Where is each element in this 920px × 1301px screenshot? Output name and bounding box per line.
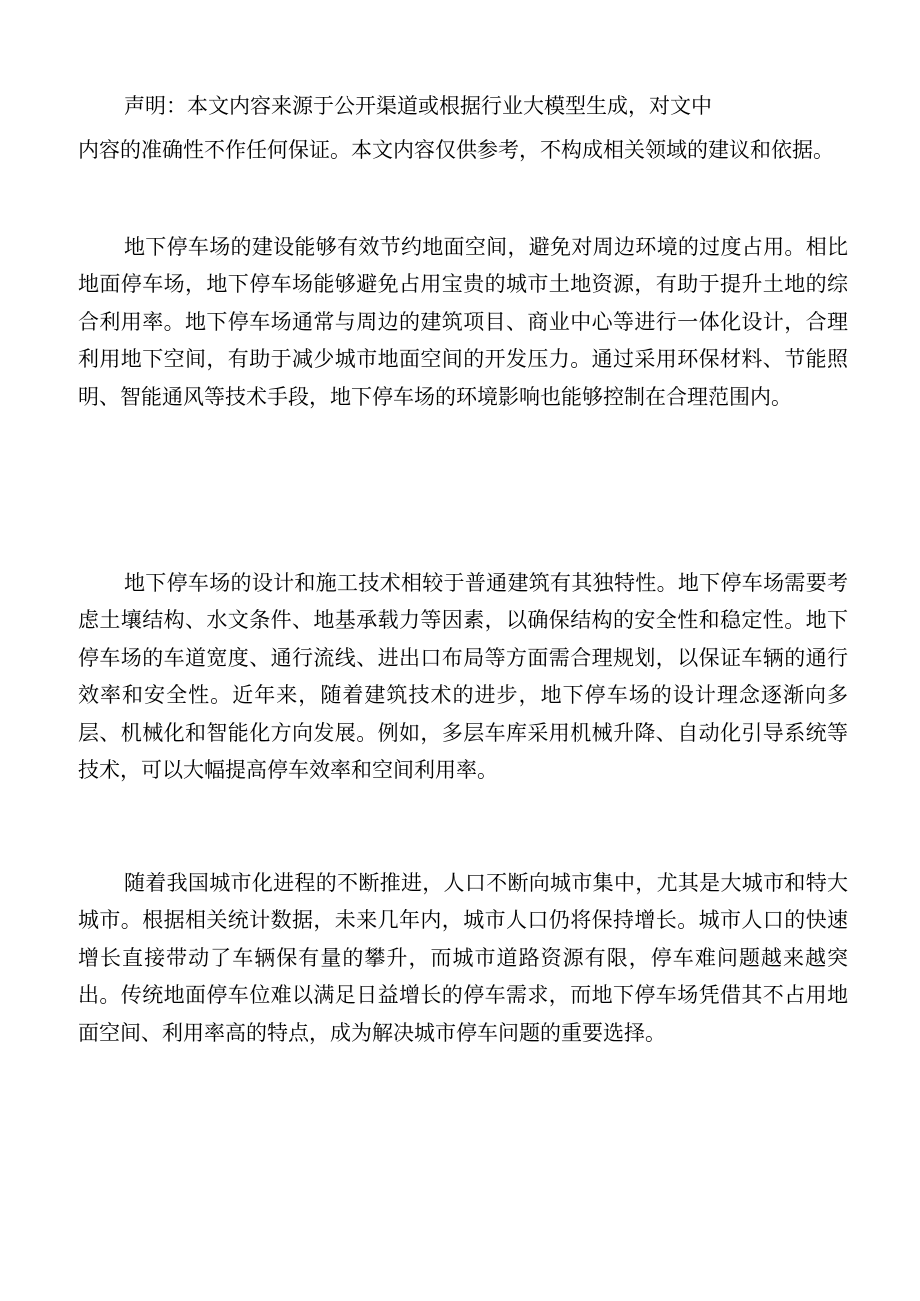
disclaimer <box>78 88 848 164</box>
disclaimer-line-2: 内容的准确性不作任何保证。本文内容仅供参考，不构成相关领域的建议和依据。 <box>78 138 834 162</box>
body-paragraph-3: 随着我国城市化进程的不断推进，人口不断向城市集中，尤其是大城市和特大城市。根据相关统计数据，未来几年内，城市人口仍将保持增长。城市人口的快速增长直接带动了车辆保有量的攀升，而城市道路资源有限，停车难问题越来越突出。传统地面停车位难以满足日益增长的停车需求，而地下停车场凭借其不占用地面空间、利用率高的特点，成为解决城市停车问题的重要选择。 <box>78 871 848 1045</box>
body-paragraph-1: 地下停车场的建设能够有效节约地面空间，避免对周边环境的过度占用。相比地面停车场，地下停车场能够避免占用宝贵的城市土地资源，有助于提升土地的综合利用率。地下停车场通常与周边的建筑项目、商业中心等进行一体化设计，合理利用地下空间，有助于减少城市地面空间的开发压力。通过采用环保材料、节能照明、智能通风等技术手段，地下停车场的环境影响也能够控制在合理范围内。 <box>78 235 848 409</box>
body-paragraph-2: 地下停车场的设计和施工技术相较于普通建筑有其独特性。地下停车场需要考虑土壤结构、水文条件、地基承载力等因素，以确保结构的安全性和稳定性。地下停车场的车道宽度、通行流线、进出口布局等方面需合理规划，以保证车辆的通行效率和安全性。近年来，随着建筑技术的进步，地下停车场的设计理念逐渐向多层、机械化和智能化方向发展。例如，多层车库采用机械升降、自动化引导系统等技术，可以大幅提高停车效率和空间利用率。 <box>78 571 848 783</box>
disclaimer-line-1: 声明：本文内容来源于公开渠道或根据行业大模型生成，对文中 <box>124 94 712 118</box>
